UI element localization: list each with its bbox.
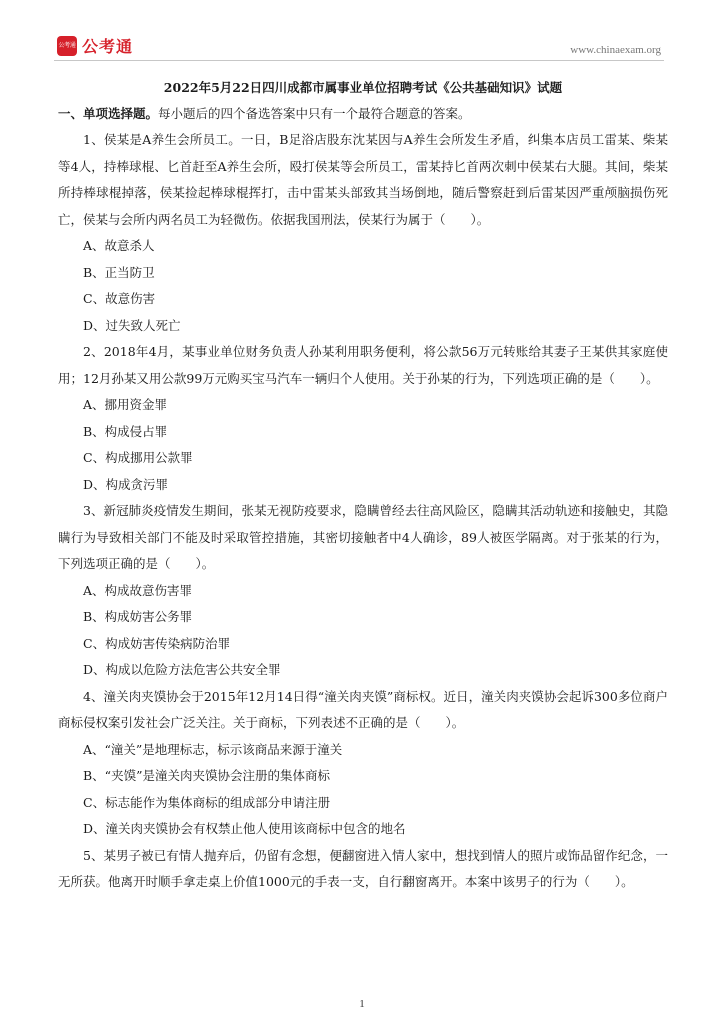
answer-option: D、潼关肉夹馍协会有权禁止他人使用该商标中包含的地名 [83, 821, 406, 836]
document-body [58, 75, 668, 896]
answer-option: A、“潼关”是地理标志，标示该商品来源于潼关 [83, 741, 343, 757]
logo[interactable] [57, 34, 133, 57]
answer-option: D、构成以危险方法危害公共安全罪 [83, 662, 281, 677]
logo-badge-icon: 公考通 [57, 36, 77, 56]
document-title: 2022年5月22日四川成都市属事业单位招聘考试《公共基础知识》试题 [163, 80, 563, 95]
site-url[interactable]: www.chinaexam.org [570, 44, 661, 56]
answer-option: A、挪用资金罪 [83, 397, 168, 412]
answer-option: B、构成侵占罪 [83, 423, 168, 439]
question-stem: 2、2018年4月，某事业单位财务负责人孙某利用职务便利，将公款56万元转账给其妻子王某供其家庭使用；12月孙某又用公款99万元购买宝马汽车一辆归个人使用。关于孙某的行为，下列选项正确的是（ ）。 [58, 344, 668, 386]
section-instruction: 每小题后的四个备选答案中只有一个最符合题意的答案。 [158, 106, 471, 121]
answer-option: B、构成妨害公务罪 [83, 609, 193, 624]
logo-text: 公考通 [82, 37, 134, 56]
question-stem: 3、新冠肺炎疫情发生期间，张某无视防疫要求，隐瞒曾经去往高风险区，隐瞒其活动轨迹和接触史，其隐瞒行为导致相关部门不能及时采取管控措施，其密切接触者中4人确诊，89人被医学隔离。对于张某的行为，下列选项正确的是（ ）。 [58, 503, 668, 571]
section-heading-label: 一、单项选择题。 [58, 106, 159, 121]
answer-option: B、“夹馍”是潼关肉夹馍协会注册的集体商标 [83, 768, 330, 783]
header-divider [54, 60, 664, 61]
answer-option: A、构成故意伤害罪 [83, 582, 193, 598]
answer-option: A、故意杀人 [83, 238, 155, 253]
answer-option: D、构成贪污罪 [83, 476, 169, 492]
answer-option: C、故意伤害 [83, 291, 156, 306]
page-header [0, 0, 724, 64]
answer-option: B、正当防卫 [83, 264, 155, 280]
question-stem: 1、侯某是A养生会所员工。一日，B足浴店股东沈某因与A养生会所发生矛盾，纠集本店员工雷某、柴某等4人，持棒球棍、匕首赶至A养生会所，殴打侯某等会所员工，雷某持匕首两次刺中侯某右大腿。其间，柴某所持棒球棍掉落，侯某捡起棒球棍挥打，击中雷某头部致其当场倒地，随后警察赶到后雷某因严重颅脑损伤死亡，侯某与会所内两名员工为轻微伤。依据我国刑法，侯某行为属于（ ）。 [58, 132, 668, 227]
question-stem: 4、潼关肉夹馍协会于2015年12月14日得“潼关肉夹馍”商标权。近日，潼关肉夹馍协会起诉300多位商户商标侵权案引发社会广泛关注。关于商标，下列表述不正确的是（ ）。 [58, 688, 668, 730]
answer-option: C、构成妨害传染病防治罪 [83, 635, 231, 651]
answer-option: C、标志能作为集体商标的组成部分申请注册 [83, 794, 331, 810]
section-heading [58, 101, 668, 127]
question-stem: 5、某男子被已有情人抛弃后，仍留有念想，便翻窗进入情人家中，想找到情人的照片或饰品留作纪念，一无所获。他离开时顺手拿走桌上价值1000元的手表一支，自行翻窗离开。本案中该男子的行为（ ）。 [58, 847, 668, 889]
page-number: 1 [359, 998, 365, 1010]
answer-option: D、过失致人死亡 [83, 317, 181, 333]
answer-option: C、构成挪用公款罪 [83, 450, 193, 465]
